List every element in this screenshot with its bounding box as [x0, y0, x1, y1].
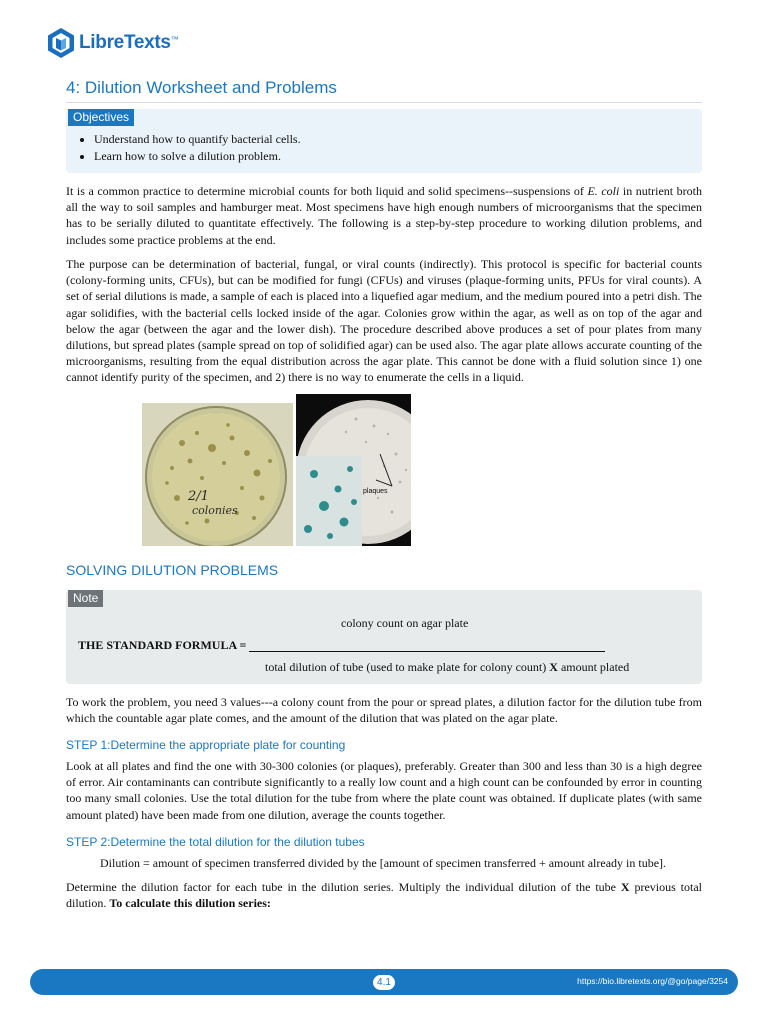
objective-item: • Understand how to quantify bacterial cells. [94, 131, 301, 148]
multiply-symbol: X [620, 880, 630, 894]
step2-bold-text: To calculate this dilution series: [109, 896, 271, 911]
plaques-label: plaques [363, 488, 388, 495]
multiply-symbol: X [549, 660, 558, 674]
species-name: E. coli [587, 184, 620, 198]
formula-numerator: colony count on agar plate [341, 616, 469, 630]
intro-text-before: It is a common practice to determine microbial counts for both liquid and solid specimens--suspensions of [66, 184, 588, 198]
step1-heading: STEP 1:Determine the appropriate plate for counting [66, 738, 346, 752]
objectives-list [78, 131, 301, 165]
pour-plate-photo [142, 403, 293, 546]
libretexts-logo[interactable] [46, 27, 179, 59]
denominator-text-before: total dilution of tube (used to make plate for colony count) [265, 660, 550, 674]
formula-label: THE STANDARD FORMULA = [78, 638, 247, 652]
intro-text-after: in nutrient broth all the way to soil samples and hamburger meat. Most specimens have high enough numbers of microorganisms that the specimen has to be serially diluted to quantitate effectively. The following is a step-by-step procedure to working dilution problems, and includes some practice problems at the end. [66, 184, 702, 247]
handwritten-colonies: colonies [192, 504, 238, 517]
objectives-box [66, 109, 702, 173]
step2-heading: STEP 2:Determine the total dilution for the dilution tubes [66, 835, 365, 849]
page-url-link[interactable]: https://bio.libretexts.org/@go/page/3254 [577, 976, 728, 986]
trademark-symbol: ™ [170, 35, 179, 44]
objective-item: • Learn how to solve a dilution problem. [94, 148, 301, 165]
plaque-plate-illustration [296, 394, 411, 546]
step2-text-before: Determine the dilution factor for each tube in the dilution series. Multiply the individual dilution of the tube [66, 880, 621, 894]
step2-paragraph [66, 879, 702, 911]
formula-denominator [265, 660, 629, 675]
fraction-line [249, 651, 605, 652]
step2-text-middle: previous total dilution. [66, 880, 702, 911]
pour-plate-illustration [142, 403, 293, 546]
purpose-paragraph: The purpose can be determination of bacterial, fungal, or viral counts (indirectly). This protocol is specific for bacterial counts (colony-forming units, CFUs), but can be modified for fungi (CFUs) and viruses (plaque-forming units, PFUs for viral counts). A set of serial dilutions is made, a sample of each is placed into a liquefied agar medium, and the medium poured into a petri dish. The agar solidifies, with the bacterial cells locked inside of the agar. Colonies grow within the agar, as well as on top of the agar and below the agar (between the agar and the lower dish). The procedure described above produces a set of pour plates from many dilutions, but spread plates (sample spread on top of solidified agar) can be used also. The agar plate allows accurate counting of the microorganisms, resulting from the equal distribution across the agar plate. This cannot be done with a fluid solution since 1) one cannot identify purity of the specimen, and 2) there is no way to enumerate the cells in a liquid. [66, 257, 702, 385]
plaque-plate-photo [296, 394, 411, 546]
libretexts-logo-text: LibreTexts [79, 32, 171, 53]
objectives-label: Objectives [68, 109, 134, 126]
section-heading: SOLVING DILUTION PROBLEMS [66, 562, 279, 578]
page-number: 4.1 [373, 975, 395, 990]
libretexts-logo-icon [46, 27, 76, 59]
page-title: 4: Dilution Worksheet and Problems [66, 78, 702, 103]
step1-paragraph: Look at all plates and find the one with 30-300 colonies (or plaques), preferably. Greater than 300 and less than 30 is a high degree of error. Air contaminants can contribute significantly to a really low count and a high count can be confounded by error in counting too many small colonies. Use the total dilution for the tube from where the plate count was obtained. If duplicate plates (with same amount plated) have been made from one dilution, average the counts together. [66, 759, 702, 822]
work-paragraph: To work the problem, you need 3 values---a colony count from the pour or spread plates, a dilution factor for the dilution tube from which the countable agar plate comes, and the amount of the dilution that was plated on the agar plate. [66, 695, 702, 726]
handwritten-count: 2/1 [188, 489, 209, 504]
denominator-text-after: amount plated [557, 660, 630, 674]
step2-definition: Dilution = amount of specimen transferred divided by the [amount of specimen transferred + amount already in tube]. [100, 856, 667, 870]
intro-paragraph [66, 183, 702, 248]
note-label: Note [68, 590, 103, 607]
footer-bar [30, 969, 738, 995]
note-box [66, 590, 702, 684]
